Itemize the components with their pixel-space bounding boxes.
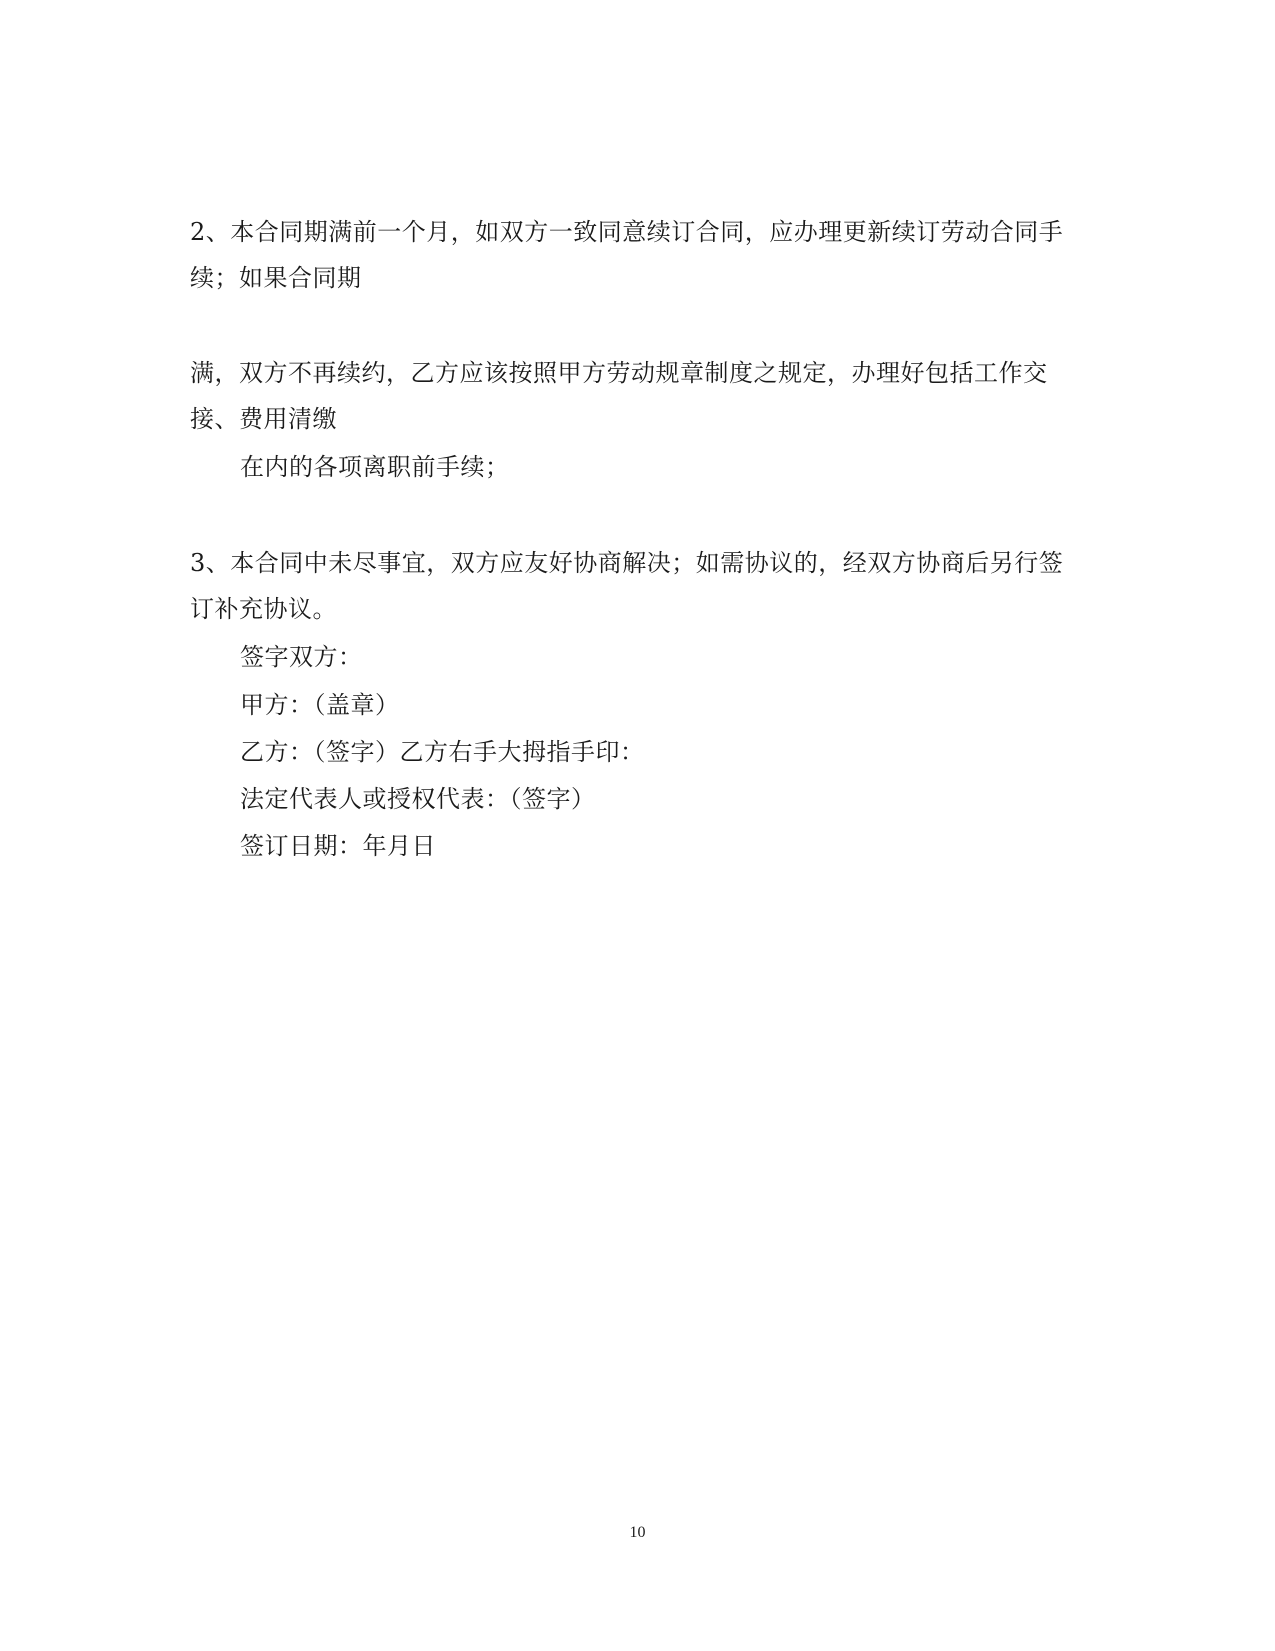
clause-2-line-5: 在内的各项离职前手续； <box>240 453 510 481</box>
party-a-signature-line: 甲方：（盖章） <box>240 691 400 719</box>
signatures-heading: 签字双方： <box>240 643 363 671</box>
clause-2-line-4: 接、费用清缴 <box>190 405 337 433</box>
clause-3-line-2: 订补充协议。 <box>190 595 337 623</box>
representative-signature-line: 法定代表人或授权代表：（签字） <box>240 785 596 813</box>
party-b-signature-line: 乙方：（签字）乙方右手大拇指手印： <box>240 738 645 766</box>
clause-2-line-1: 2、本合同期满前一个月，如双方一致同意续订合同，应办理更新续订劳动合同手 <box>190 218 1064 246</box>
clause-2-line-2: 续；如果合同期 <box>190 264 362 292</box>
signing-date-line: 签订日期：年月日 <box>240 832 436 860</box>
clause-2-line-3: 满，双方不再续约，乙方应该按照甲方劳动规章制度之规定，办理好包括工作交 <box>190 359 1048 387</box>
clause-3-line-1: 3、本合同中未尽事宜，双方应友好协商解决；如需协议的，经双方协商后另行签 <box>190 549 1064 577</box>
page-number: 10 <box>629 1524 646 1541</box>
